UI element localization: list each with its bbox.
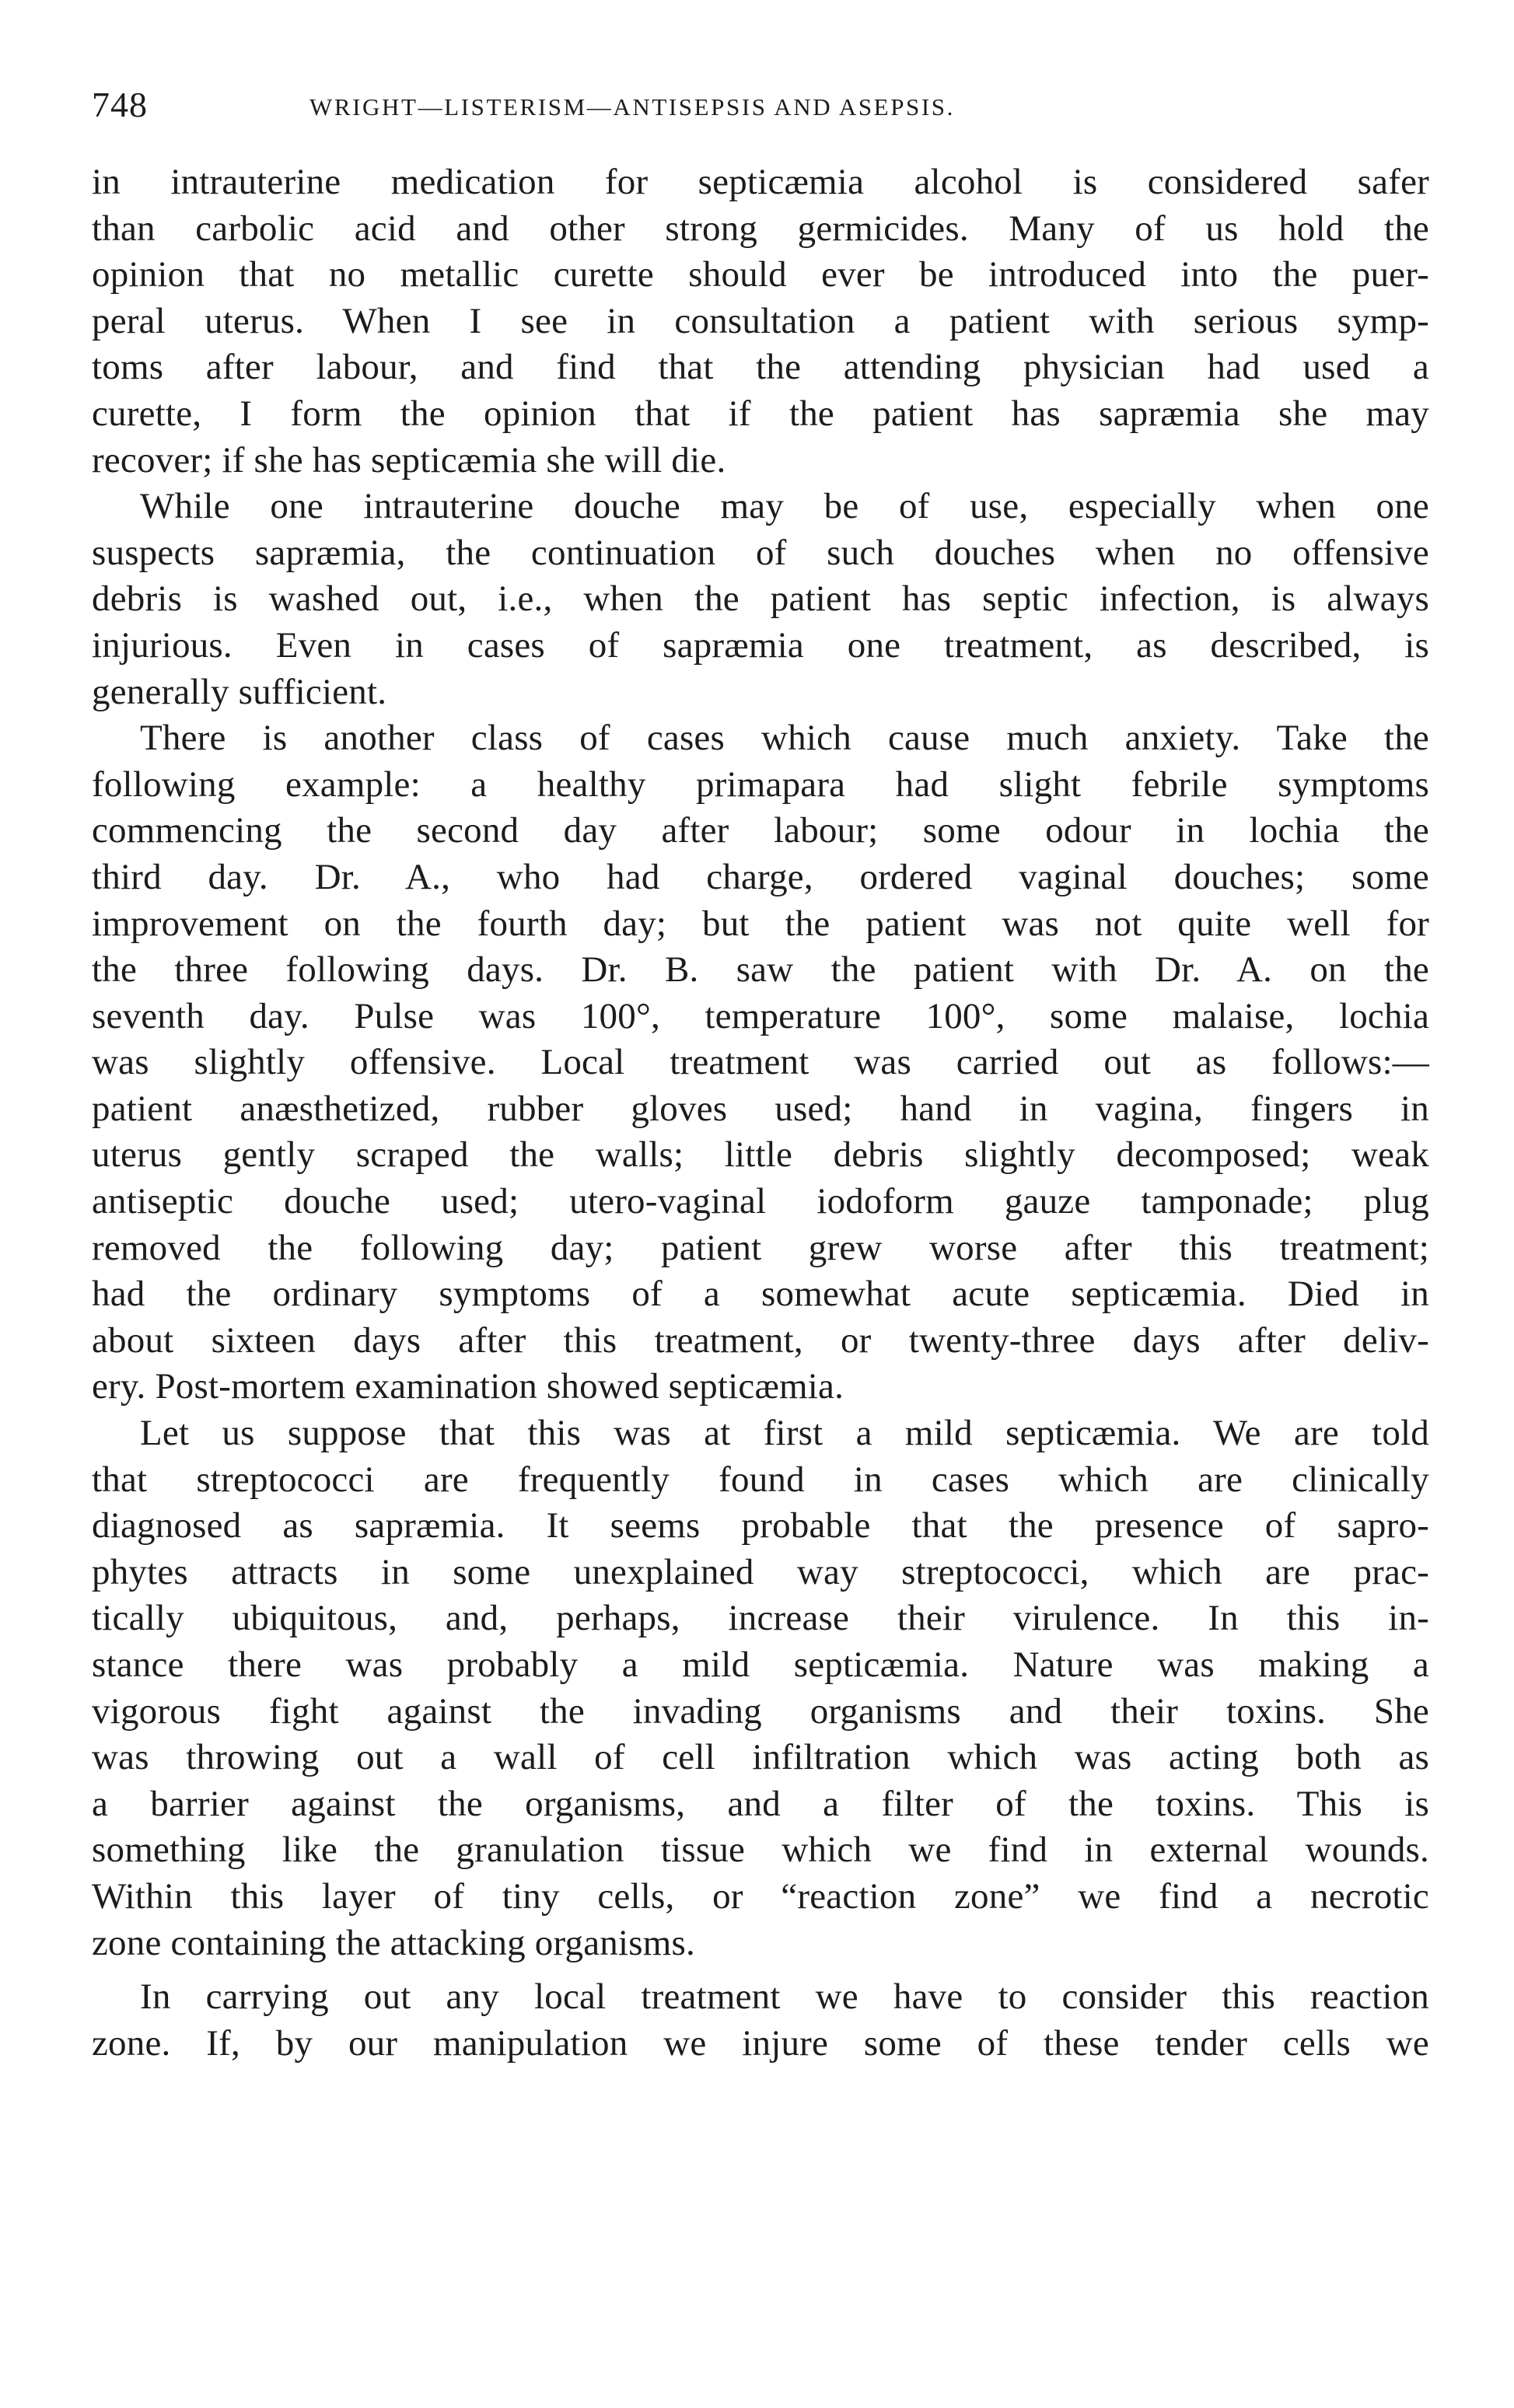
- text-line: debris is washed out, i.e., when the patient has septic infection, is always: [92, 578, 1429, 620]
- running-title: WRIGHT—LISTERISM—ANTISEPSIS AND ASEPSIS.: [309, 93, 956, 121]
- text-line: While one intrauterine douche may be of use, especially when one: [140, 486, 1429, 527]
- text-line: stance there was probably a mild septicæmia. Nature was making a: [92, 1644, 1429, 1685]
- text-line: commencing the second day after labour; some odour in lochia the: [92, 810, 1429, 851]
- paragraph: [92, 715, 1429, 1410]
- text-line: zone. If, by our manipulation we injure some of these tender cells we: [92, 2022, 1429, 2064]
- text-line: about sixteen days after this treatment, or twenty-three days after deliv-: [92, 1319, 1429, 1361]
- text-line: patient anæsthetized, rubber gloves used; hand in vagina, fingers in: [92, 1088, 1429, 1129]
- text-line: Within this layer of tiny cells, or “reaction zone” we find a necrotic: [92, 1875, 1429, 1917]
- paragraph: [92, 1410, 1429, 1966]
- text-line: Let us suppose that this was at first a mild septicæmia. We are told: [140, 1413, 1429, 1454]
- text-line: was throwing out a wall of cell infiltration which was acting both as: [92, 1737, 1429, 1778]
- text-line: curette, I form the opinion that if the patient has sapræmia she may: [92, 393, 1429, 434]
- text-line: than carbolic acid and other strong germicides. Many of us hold the: [92, 208, 1429, 249]
- body-text: [92, 159, 1429, 2067]
- text-line: ery. Post-mortem examination showed septicæmia.: [92, 1366, 844, 1407]
- text-line: There is another class of cases which cause much anxiety. Take the: [140, 718, 1429, 759]
- text-line: suspects sapræmia, the continuation of such douches when no offensive: [92, 532, 1429, 573]
- paragraph: [92, 159, 1429, 484]
- text-line: toms after labour, and find that the attending physician had used a: [92, 347, 1429, 388]
- text-line: In carrying out any local treatment we have to consider this reaction: [140, 1976, 1429, 2018]
- text-line: generally sufficient.: [92, 671, 387, 712]
- text-line: following example: a healthy primapara had slight febrile symptoms: [92, 764, 1429, 805]
- text-line: in intrauterine medication for septicæmia alcohol is considered safer: [92, 162, 1429, 202]
- text-line: opinion that no metallic curette should ever be introduced into the puer-: [92, 254, 1429, 295]
- text-line: recover; if she has septicæmia she will die.: [92, 439, 726, 481]
- text-line: a barrier against the organisms, and a filter of the toxins. This is: [92, 1783, 1429, 1824]
- text-line: the three following days. Dr. B. saw the patient with Dr. A. on the: [92, 949, 1429, 991]
- text-line: antiseptic douche used; utero-vaginal iodoform gauze tamponade; plug: [92, 1181, 1429, 1222]
- text-line: uterus gently scraped the walls; little debris slightly decomposed; weak: [92, 1134, 1429, 1176]
- text-line: seventh day. Pulse was 100°, temperature 100°, some malaise, lochia: [92, 995, 1429, 1036]
- text-line: had the ordinary symptoms of a somewhat acute septicæmia. Died in: [92, 1274, 1429, 1315]
- text-line: that streptococci are frequently found in cases which are clinically: [92, 1459, 1429, 1500]
- text-line: injurious. Even in cases of sapræmia one treatment, as described, is: [92, 624, 1429, 666]
- paragraph-gap: [92, 1966, 1429, 1974]
- text-line: diagnosed as sapræmia. It seems probable that the presence of sapro-: [92, 1505, 1429, 1547]
- text-line: peral uterus. When I see in consultation a patient with serious symp-: [92, 300, 1429, 341]
- page-number: 748: [92, 85, 148, 124]
- text-line: improvement on the fourth day; but the patient was not quite well for: [92, 903, 1429, 944]
- page-header: [92, 78, 1429, 132]
- text-line: vigorous fight against the invading organisms and their toxins. She: [92, 1690, 1429, 1732]
- text-line: something like the granulation tissue which we find in external wounds.: [92, 1830, 1429, 1871]
- text-line: zone containing the attacking organisms.: [92, 1922, 695, 1963]
- text-line: removed the following day; patient grew worse after this treatment;: [92, 1227, 1429, 1268]
- text-line: was slightly offensive. Local treatment was carried out as follows:—: [92, 1042, 1429, 1083]
- paragraph: [92, 1974, 1429, 2067]
- paragraph: [92, 484, 1429, 715]
- text-line: tically ubiquitous, and, perhaps, increase their virulence. In this in-: [92, 1598, 1429, 1639]
- text-line: third day. Dr. A., who had charge, ordered vaginal douches; some: [92, 856, 1429, 897]
- text-line: phytes attracts in some unexplained way streptococci, which are prac-: [92, 1551, 1429, 1592]
